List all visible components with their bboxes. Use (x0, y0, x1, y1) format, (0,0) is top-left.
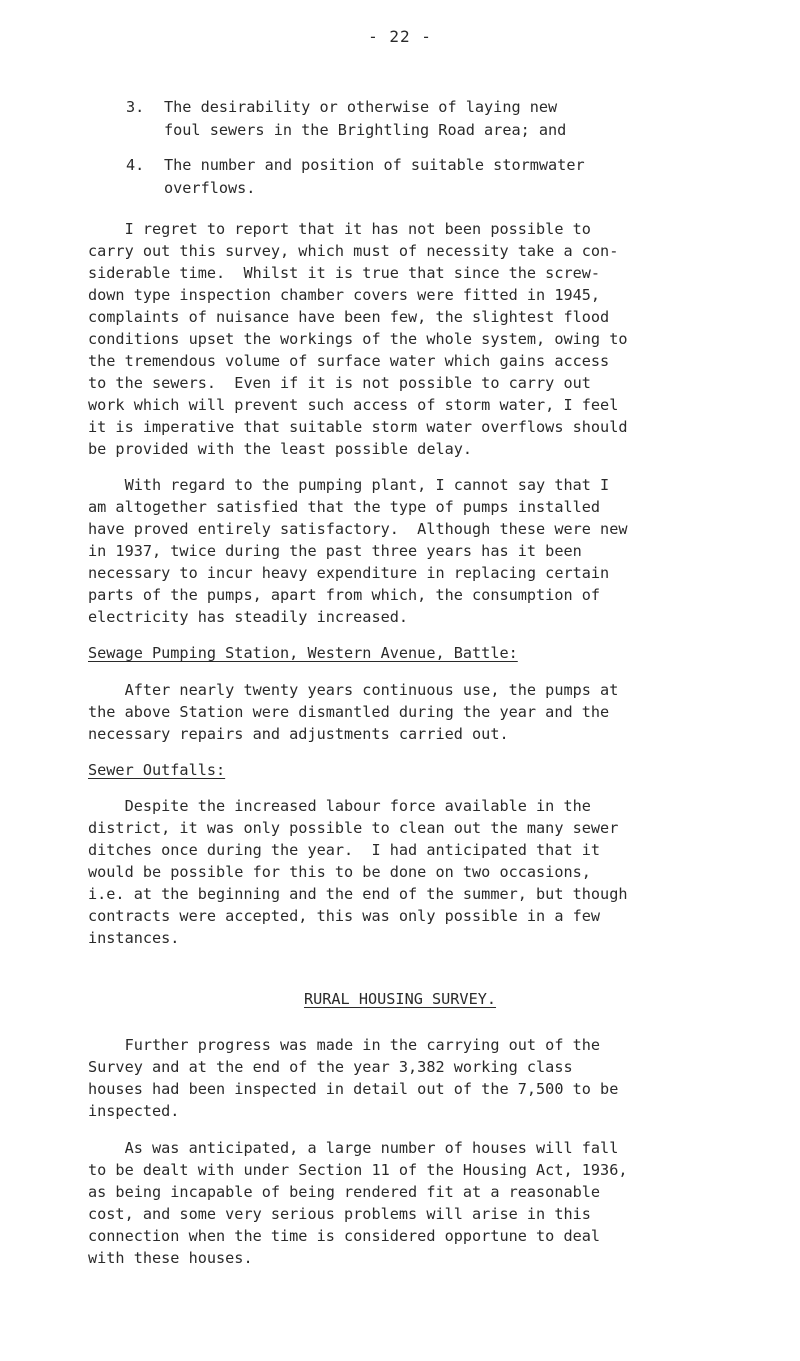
paragraph-line: as being incapable of being rendered fit at a reasonable (88, 1183, 601, 1201)
section-heading: Sewer Outfalls: (88, 761, 226, 779)
section-line: contracts were accepted, this was only possible in a few (88, 907, 601, 925)
item-line: The number and position of suitable stormwater (164, 156, 585, 174)
paragraph-line: down type inspection chamber covers were fitted in 1945, (88, 286, 601, 304)
item-line: foul sewers in the Brightling Road area; and (164, 121, 567, 139)
paragraph-line: siderable time. Whilst it is true that since the screw- (88, 264, 601, 282)
paragraph-line: I regret to report that it has not been possible to (88, 220, 591, 238)
paragraph-line: As was anticipated, a large number of houses will fall (88, 1139, 619, 1157)
section-line: the above Station were dismantled during the year and the (88, 703, 610, 721)
paragraph-line: to be dealt with under Section 11 of the Housing Act, 1936, (88, 1161, 628, 1179)
paragraph-line: parts of the pumps, apart from which, the consumption of (88, 586, 601, 604)
paragraph-line: conditions upset the workings of the whole system, owing to (88, 330, 628, 348)
item-line: overflows. (164, 179, 256, 197)
paragraph-line: have proved entirely satisfactory. Although these were new (88, 520, 628, 538)
section-heading: Sewage Pumping Station, Western Avenue, Battle: (88, 644, 518, 662)
section-line: district, it was only possible to clean out the many sewer (88, 819, 619, 837)
paragraph-line: inspected. (88, 1102, 180, 1120)
paragraph-line: Further progress was made in the carrying out of the (88, 1036, 601, 1054)
section-line: i.e. at the beginning and the end of the summer, but though (88, 885, 628, 903)
section-line: After nearly twenty years continuous use, the pumps at (88, 681, 619, 699)
paragraph-line: with these houses. (88, 1249, 253, 1267)
paragraph-line: work which will prevent such access of storm water, I feel (88, 396, 619, 414)
paragraph-line: With regard to the pumping plant, I cannot say that I (88, 476, 610, 494)
item-line: The desirability or otherwise of laying new (164, 98, 558, 116)
paragraph-line: necessary to incur heavy expenditure in replacing certain (88, 564, 610, 582)
section-line: instances. (88, 929, 180, 947)
paragraph-line: carry out this survey, which must of necessity take a con- (88, 242, 619, 260)
paragraph-line: am altogether satisfied that the type of pumps installed (88, 498, 601, 516)
section-line: ditches once during the year. I had anticipated that it (88, 841, 601, 859)
page-number: - 22 - (368, 27, 432, 46)
paragraph-line: electricity has steadily increased. (88, 608, 409, 626)
paragraph-line: connection when the time is considered opportune to deal (88, 1227, 601, 1245)
paragraph-line: Survey and at the end of the year 3,382 working class (88, 1058, 573, 1076)
section-line: would be possible for this to be done on two occasions, (88, 863, 591, 881)
paragraph-line: the tremendous volume of surface water which gains access (88, 352, 610, 370)
rural-housing-title: RURAL HOUSING SURVEY. (303, 990, 497, 1008)
item-number: 3. (126, 98, 145, 116)
item-number: 4. (126, 156, 145, 174)
paragraph-line: complaints of nuisance have been few, the slightest flood (88, 308, 610, 326)
section-line: Despite the increased labour force available in the (88, 797, 591, 815)
paragraph-line: in 1937, twice during the past three years has it been (88, 542, 582, 560)
paragraph-line: it is imperative that suitable storm water overflows should (88, 418, 628, 436)
paragraph-line: cost, and some very serious problems will arise in this (88, 1205, 591, 1223)
paragraph-line: houses had been inspected in detail out of the 7,500 to be (88, 1080, 619, 1098)
paragraph-line: be provided with the least possible delay. (88, 440, 473, 458)
section-line: necessary repairs and adjustments carried out. (88, 725, 509, 743)
paragraph-line: to the sewers. Even if it is not possible to carry out (88, 374, 591, 392)
